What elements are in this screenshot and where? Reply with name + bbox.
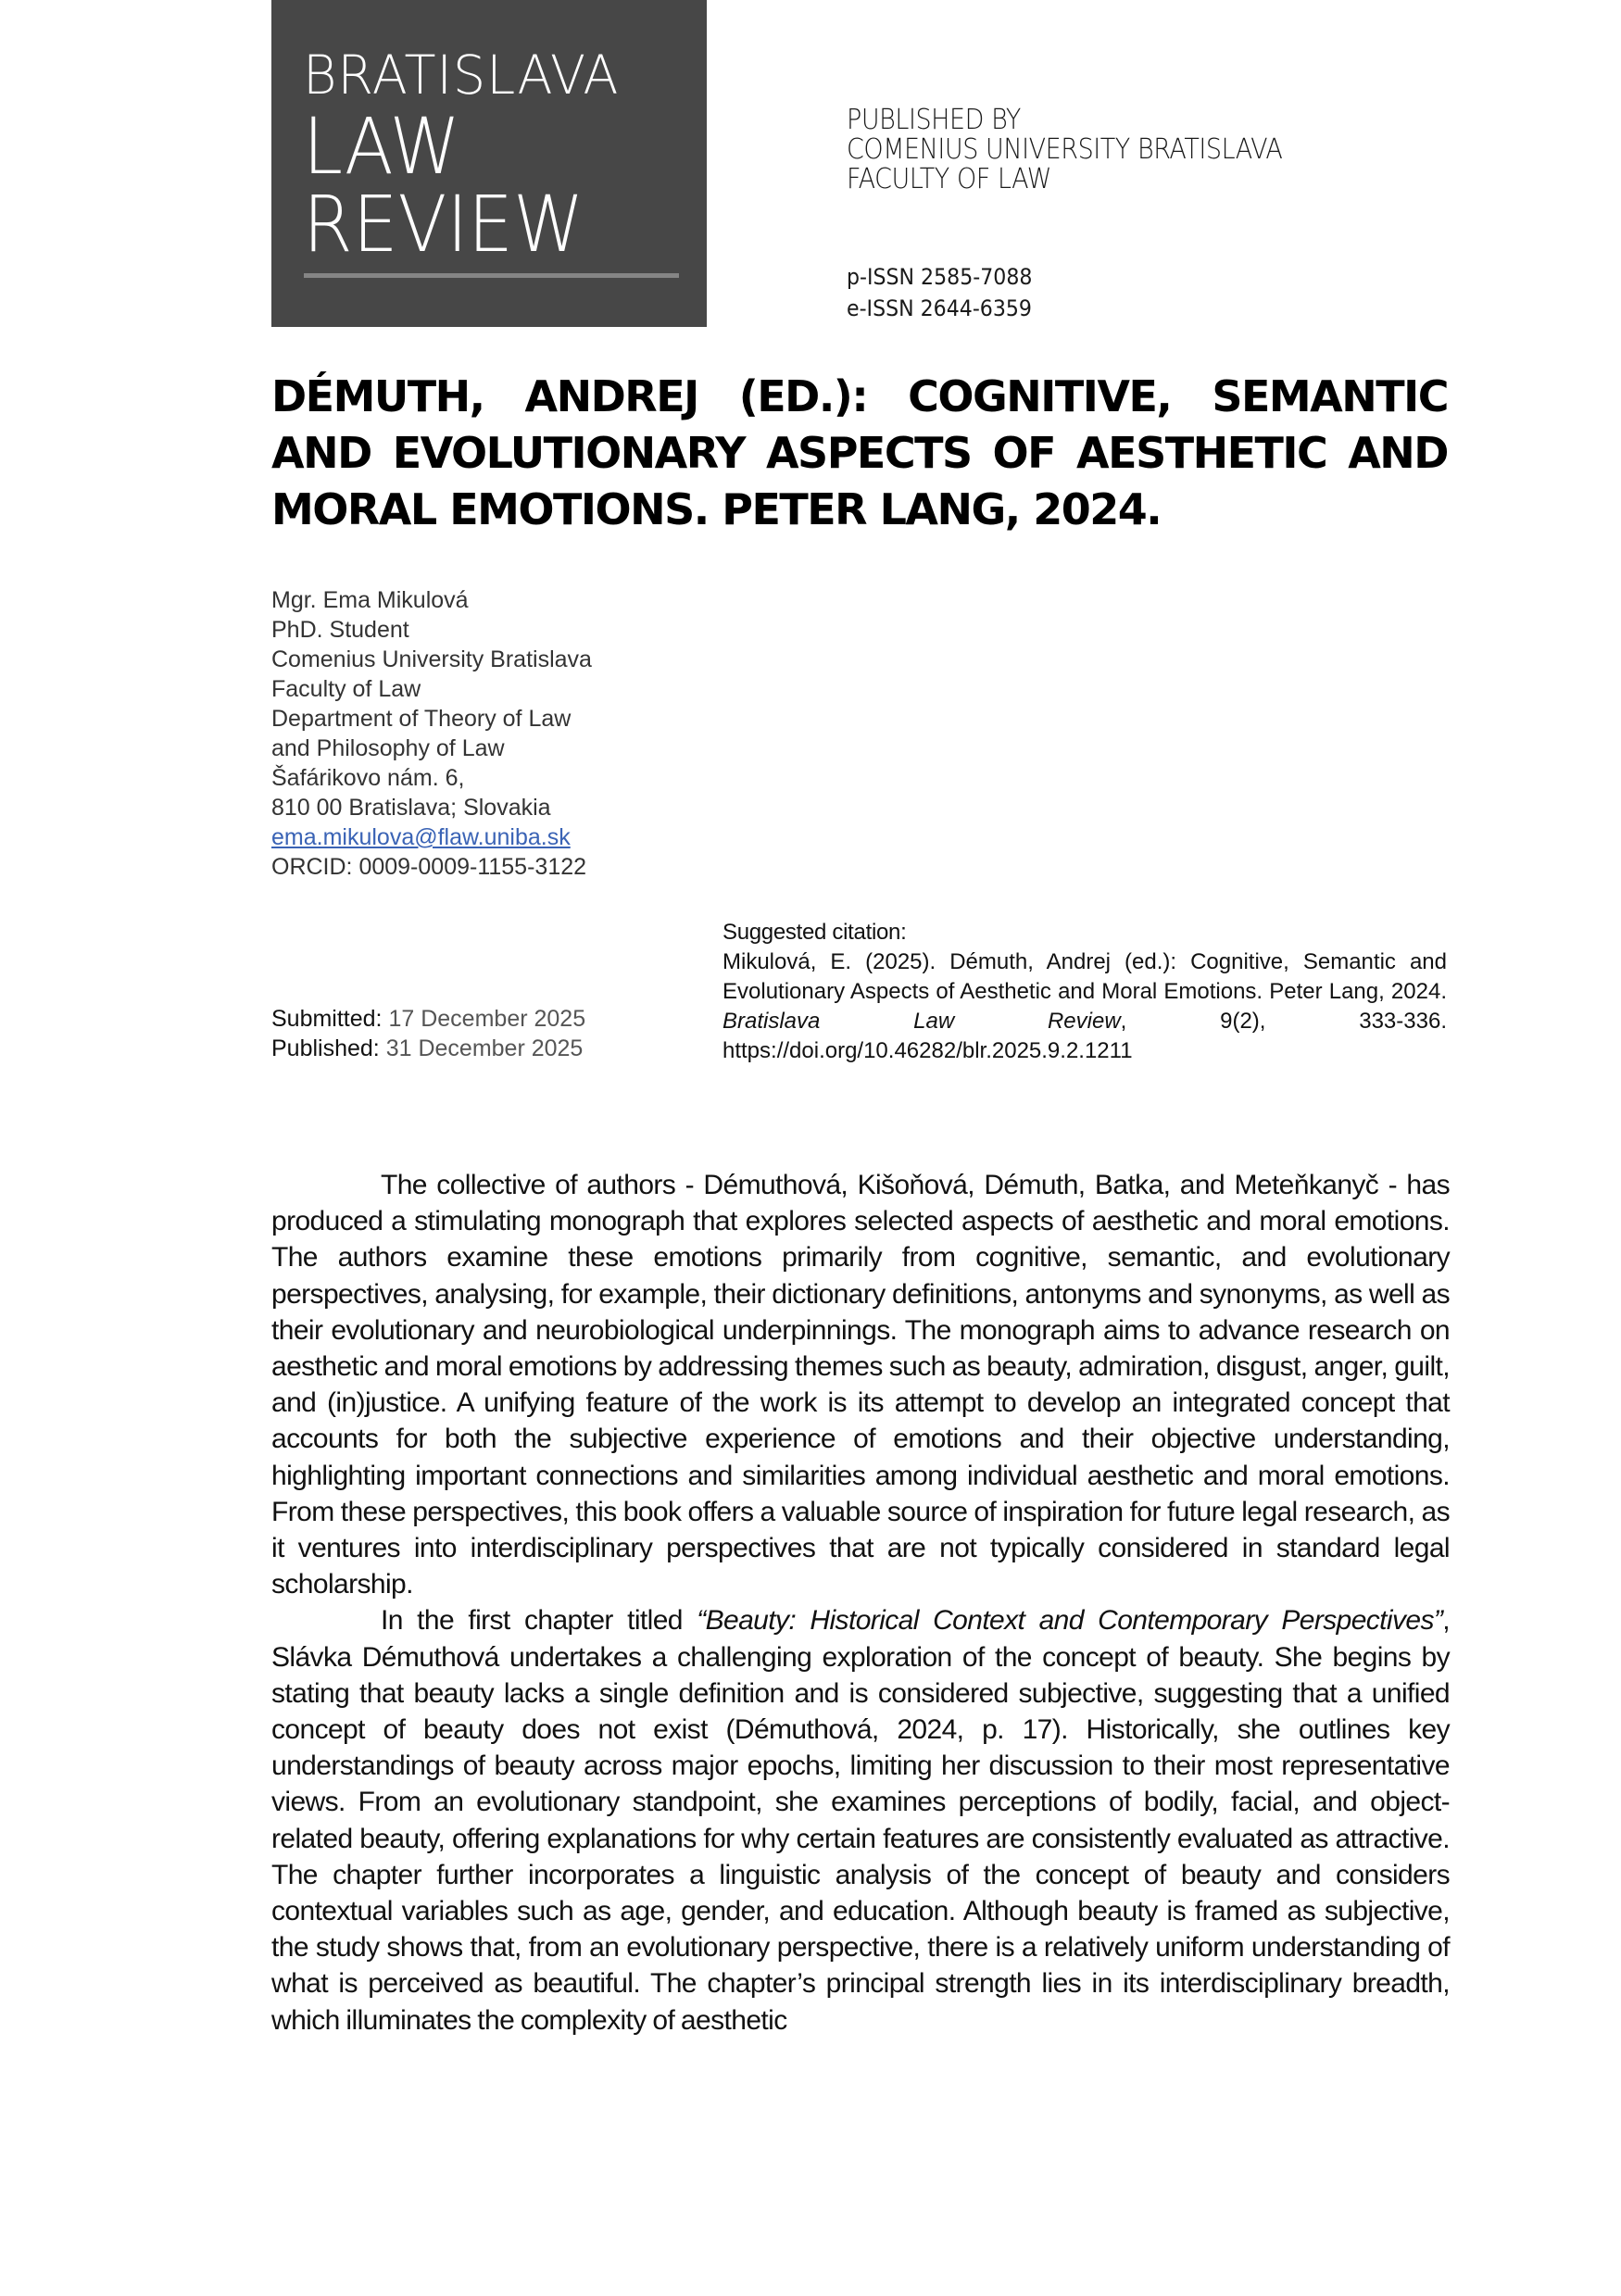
submitted-date: [271, 1004, 585, 1034]
article-dates: [271, 1004, 585, 1063]
print-issn: p-ISSN 2585-7088: [847, 264, 1033, 290]
author-city: 810 00 Bratislava; Slovakia: [271, 795, 551, 821]
publisher-line: FACULTY OF LAW: [847, 163, 1051, 195]
article-body: [271, 1167, 1450, 2039]
suggested-citation: [723, 918, 1447, 1066]
body-paragraph-1: The collective of authors - Démuthová, Kišoňová, Démuth, Batka, and Meteňkanyč - has produced a stimulating monograph that explores selected aspects of aesthetic and moral emotions. The authors examine these emotions primarily from cognitive, semantic, and evolutionary perspectives, analysing, for example, their dictionary definitions, antonyms and synonyms, as well as their evolutionary and neurobiological underpinnings. The monograph aims to advance research on aesthetic and moral emotions by addressing themes such as beauty, admiration, disgust, anger, guilt, and (in)justice. A unifying feature of the work is its attempt to develop an integrated concept that accounts for both the subjective experience of emotions and their objective understanding, highlighting important connections and similarities among individual aesthetic and moral emotions. From these perspectives, this book offers a valuable source of inspiration for future legal research, as it ventures into interdisciplinary perspectives that are not typically considered in standard legal scholarship.: [271, 1170, 1450, 1600]
chapter-title-italic: “Beauty: Historical Context and Contemporary Perspectives”: [697, 1605, 1443, 1637]
author-email-link[interactable]: ema.mikulova@flaw.uniba.sk: [271, 824, 571, 850]
author-name: Mgr. Ema Mikulová: [271, 587, 469, 613]
citation-heading: Suggested citation:: [723, 920, 907, 945]
citation-text-before: Mikulová, E. (2025). Démuth, Andrej (ed.): Cognitive, Semantic and Evolutionary Aspects of Aesthetic and Moral Emotions. Peter Lang, 2024.: [723, 949, 1447, 1004]
publisher-block: [847, 106, 1282, 194]
citation-text: [723, 947, 1447, 1066]
author-university: Comenius University Bratislava: [271, 646, 592, 672]
author-orcid: ORCID: 0009-0009-1155-3122: [271, 854, 587, 880]
logo-wordmark: [303, 44, 633, 270]
body-paragraph-2: [271, 1602, 1450, 2038]
published-date: [271, 1034, 585, 1063]
p2-rest: , Slávka Démuthová undertakes a challenging exploration of the concept of beauty. She begins by stating that beauty lacks a single definition and is considered subjective, suggesting that a unified concept of beauty does not exist (Démuthová, 2024, p. 17). Historically, she outlines key understandings of beauty across major epochs, limiting her discussion to their most representative views. From an evolutionary standpoint, she examines perceptions of bodily, facial, and object-related beauty, offering explanations for why certain features are consistently evaluated as attractive. The chapter further incorporates a linguistic analysis of the concept of beauty and considers contextual variables such as age, gender, and education. Although beauty is framed as subjective, the study shows that, from an evolutionary perspective, there is a relatively uniform understanding of what is perceived as beautiful. The chapter’s principal strength lies in its interdisciplinary breadth, which illuminates the complexity of aesthetic: [271, 1605, 1450, 2036]
logo-line-review: REVIEW: [303, 179, 584, 270]
citation-doi-link[interactable]: https://doi.org/10.46282/blr.2025.9.2.1211: [723, 1038, 1133, 1063]
author-street: Šafárikovo nám. 6,: [271, 765, 465, 791]
publisher-line: PUBLISHED BY: [847, 104, 1021, 136]
journal-logo: [271, 0, 707, 327]
author-info: [271, 585, 592, 882]
article-title: DÉMUTH, ANDREJ (ED.): COGNITIVE, SEMANTIC AND EVOLUTIONARY ASPECTS OF AESTHETIC AND MORAL EMOTIONS. PETER LANG, 2024.: [271, 371, 1448, 534]
submitted-label: Submitted:: [271, 1006, 383, 1032]
logo-line-bratislava: BRATISLAVA: [303, 44, 620, 107]
author-department-cont: and Philosophy of Law: [271, 735, 505, 761]
author-faculty: Faculty of Law: [271, 676, 421, 702]
author-department: Department of Theory of Law: [271, 706, 572, 732]
published-value: 31 December 2025: [385, 1035, 584, 1061]
citation-journal: Bratislava Law Review: [723, 1009, 1121, 1034]
p2-start: In the first chapter titled: [381, 1605, 697, 1637]
issn-block: [847, 261, 1032, 324]
publisher-line: COMENIUS UNIVERSITY BRATISLAVA: [847, 133, 1283, 166]
author-position: PhD. Student: [271, 617, 409, 643]
logo-rule: [304, 273, 679, 278]
submitted-value: 17 December 2025: [388, 1006, 586, 1032]
electronic-issn: e-ISSN 2644-6359: [847, 295, 1032, 321]
published-label: Published:: [271, 1035, 380, 1061]
citation-text-after: , 9(2), 333-336.: [1120, 1009, 1447, 1034]
logo-line-law: LAW: [303, 101, 460, 192]
